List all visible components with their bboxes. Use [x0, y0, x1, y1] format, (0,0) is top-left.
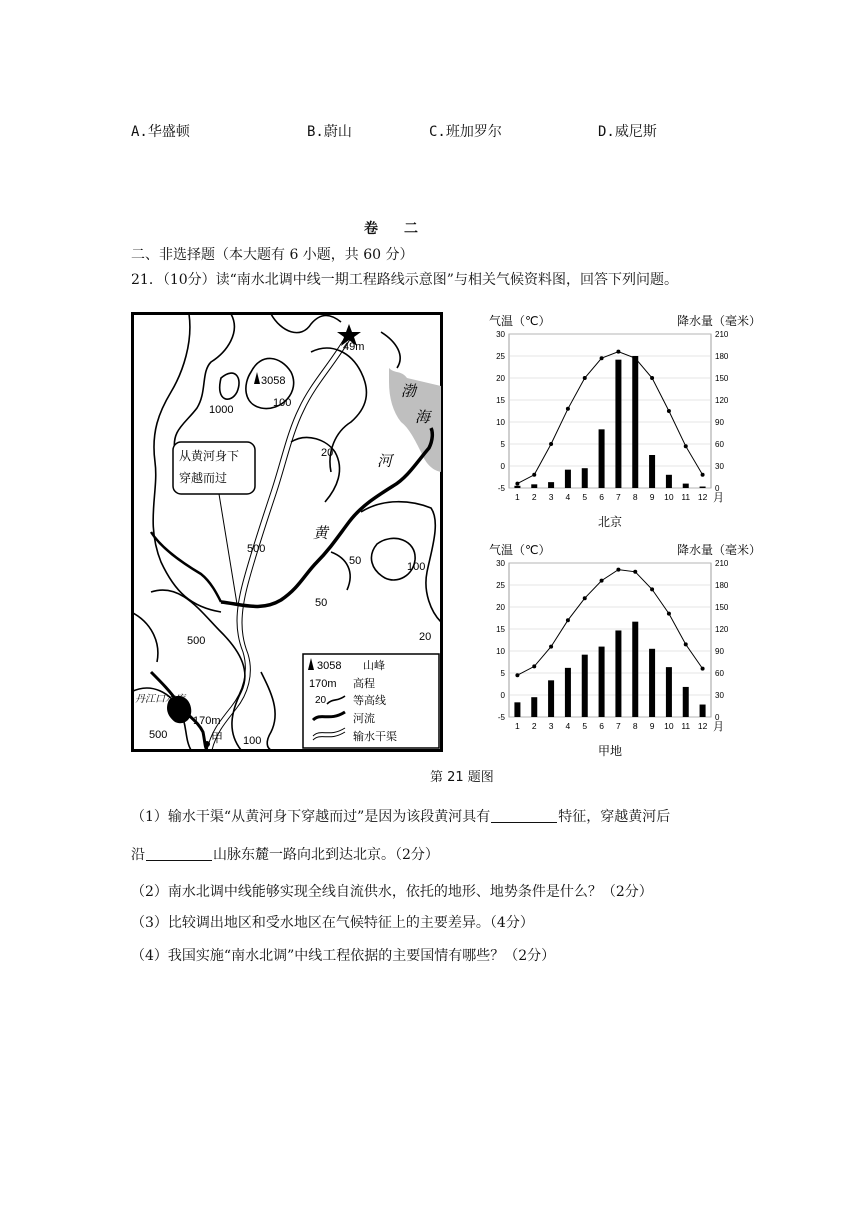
precip-tick-label: 150	[715, 374, 729, 383]
precip-tick-label: 60	[715, 669, 724, 678]
month-tick-label: 12	[697, 721, 708, 731]
label-500b: 500	[187, 635, 206, 647]
temp-tick-label: 15	[496, 396, 505, 405]
label-500c: 500	[149, 729, 168, 741]
label-1000: 1000	[209, 404, 234, 416]
month-tick-label: 9	[649, 492, 655, 502]
label-50a: 50	[349, 555, 362, 567]
temp-tick-label: 30	[496, 330, 505, 339]
month-tick-label: 5	[582, 721, 588, 731]
legend-peak-symbol: 3058	[317, 660, 342, 672]
jia-climate-chart	[485, 541, 765, 763]
temp-point	[532, 664, 536, 668]
q1-text-b: 特征，穿越黄河后	[558, 809, 671, 825]
label-elev-north: 49m	[343, 341, 365, 353]
label-sea-bo: 渤	[401, 383, 417, 400]
month-tick-label: 10	[664, 721, 674, 731]
temp-point	[633, 356, 637, 360]
precip-tick-label: 150	[715, 603, 729, 612]
temp-point	[549, 645, 553, 649]
precip-bar	[582, 655, 588, 717]
precip-bar	[666, 667, 672, 717]
precip-bar	[649, 455, 655, 488]
precip-bar	[683, 687, 689, 717]
choice-b: B.蔚山	[307, 124, 352, 140]
temp-point	[684, 444, 688, 448]
precip-bar	[599, 647, 605, 717]
chart-caption: 甲地	[597, 744, 623, 758]
sub-question-1-line-2	[131, 846, 439, 864]
precip-bar	[700, 705, 706, 717]
temp-point	[667, 612, 671, 616]
month-tick-label: 8	[632, 492, 638, 502]
temp-tick-label: 30	[496, 559, 505, 568]
precip-bar	[599, 429, 605, 488]
month-tick-label: 8	[632, 721, 638, 731]
chart-caption: 北京	[597, 515, 623, 529]
precip-bar	[565, 470, 571, 488]
choice-a: A.华盛顿	[131, 124, 190, 140]
temp-tick-label: 20	[496, 603, 505, 612]
month-tick-label: 2	[531, 492, 537, 502]
precip-tick-label: 0	[715, 484, 720, 493]
month-suffix: 月	[713, 721, 724, 733]
question-21-stem: 21．（10分）读“南水北调中线一期工程路线示意图”与相关气候资料图，回答下列问题。	[131, 272, 678, 288]
choice-c: C.班加罗尔	[429, 124, 502, 140]
q1-text-d: 山脉东麓一路向北到达北京。（2分）	[213, 847, 439, 863]
month-suffix: 月	[713, 492, 724, 504]
temp-tick-label: 10	[496, 418, 505, 427]
label-100a: 100	[273, 397, 292, 409]
legend-contour-symbol: 20	[315, 695, 327, 706]
temp-point	[566, 407, 570, 411]
month-tick-label: 4	[565, 721, 571, 731]
precip-bar	[531, 484, 537, 488]
sub-question-4: （4）我国实施“南水北调”中线工程依据的主要国情有哪些？（2分）	[131, 948, 556, 964]
temp-point	[650, 587, 654, 591]
month-tick-label: 1	[515, 721, 520, 731]
label-reservoir: 丹江口水库	[135, 694, 185, 705]
right-axis-label: 降水量（毫米）	[676, 314, 761, 328]
precip-bar	[548, 482, 554, 488]
precip-bar	[700, 487, 706, 488]
precip-bar	[548, 680, 554, 717]
month-tick-label: 10	[664, 492, 674, 502]
section-description: 二、非选择题（本大题有 6 小题，共 60 分）	[131, 247, 414, 263]
legend-elev-symbol: 170m	[309, 678, 337, 690]
temp-line	[517, 352, 702, 484]
precip-bar	[514, 702, 520, 717]
label-500a: 500	[247, 543, 266, 555]
month-tick-label: 4	[565, 492, 571, 502]
precip-bar	[649, 649, 655, 717]
precip-tick-label: 90	[715, 418, 724, 427]
temp-tick-label: -5	[497, 484, 505, 493]
right-axis-label: 降水量（毫米）	[676, 543, 761, 557]
legend-canal-text: 输水干渠	[353, 731, 397, 743]
precip-tick-label: 90	[715, 647, 724, 656]
temp-point	[532, 473, 536, 477]
label-elev-south: 170m	[193, 715, 221, 727]
temp-point	[600, 579, 604, 583]
precip-tick-label: 210	[715, 330, 729, 339]
section-title: 卷 二	[364, 221, 424, 237]
temp-point	[583, 596, 587, 600]
left-axis-label: 气温（℃）	[489, 543, 551, 557]
temp-tick-label: 5	[500, 669, 505, 678]
temp-tick-label: 0	[500, 691, 505, 700]
jia-point	[204, 741, 210, 747]
precip-bar	[666, 475, 672, 488]
legend-contour-text: 等高线	[353, 695, 386, 707]
temp-point	[566, 618, 570, 622]
precip-tick-label: 30	[715, 691, 724, 700]
month-tick-label: 3	[548, 721, 554, 731]
temp-line	[517, 570, 702, 676]
precip-bar	[632, 356, 638, 488]
temp-tick-label: 20	[496, 374, 505, 383]
precip-bar	[582, 468, 588, 488]
temp-point	[701, 667, 705, 671]
legend-elev-text: 高程	[353, 678, 375, 690]
label-100c: 100	[243, 735, 262, 747]
legend-peak-text: 山峰	[363, 660, 385, 672]
legend-river-text: 河流	[353, 713, 375, 725]
q1-blank-2[interactable]	[146, 846, 212, 861]
label-20b: 20	[419, 631, 432, 643]
temp-tick-label: 5	[500, 440, 505, 449]
callout-line-2: 穿越而过	[179, 471, 228, 485]
q1-text-c: 沿	[131, 847, 145, 863]
precip-bar	[565, 668, 571, 717]
temp-point	[616, 568, 620, 572]
month-tick-label: 5	[582, 492, 588, 502]
precip-bar	[615, 360, 621, 488]
temp-tick-label: -5	[497, 713, 505, 722]
temp-point	[684, 642, 688, 646]
month-tick-label: 12	[697, 492, 708, 502]
month-tick-label: 2	[531, 721, 537, 731]
beijing-climate-chart	[485, 312, 765, 534]
temp-tick-label: 0	[500, 462, 505, 471]
precip-tick-label: 0	[715, 713, 720, 722]
month-tick-label: 11	[681, 492, 691, 502]
temp-point	[515, 673, 519, 677]
choice-d: D.威尼斯	[598, 124, 657, 140]
sub-question-3: （3）比较调出地区和受水地区在气候特征上的主要差异。（4分）	[131, 915, 534, 931]
q1-text-a: （1）输水干渠“从黄河身下穿越而过”是因为该段黄河具有	[131, 809, 491, 825]
month-tick-label: 7	[616, 492, 621, 502]
temp-tick-label: 10	[496, 647, 505, 656]
month-tick-label: 3	[548, 492, 554, 502]
precip-tick-label: 30	[715, 462, 724, 471]
temp-point	[633, 570, 637, 574]
precip-bar	[632, 622, 638, 717]
label-sea-hai: 海	[415, 409, 431, 426]
month-tick-label: 1	[515, 492, 520, 502]
map-legend	[303, 654, 439, 748]
temp-tick-label: 25	[496, 581, 505, 590]
plot-frame	[509, 563, 711, 717]
sub-question-1-line-1	[131, 808, 670, 826]
callout-line-1: 从黄河身下	[179, 449, 240, 463]
label-20a: 20	[321, 447, 334, 459]
month-tick-label: 11	[681, 721, 691, 731]
month-tick-label: 9	[649, 721, 655, 731]
label-jia: 甲	[211, 731, 224, 745]
sub-question-2: （2）南水北调中线能够实现全线自流供水，依托的地形、地势条件是什么？（2分）	[131, 884, 653, 900]
precip-bar	[531, 697, 537, 717]
temp-tick-label: 25	[496, 352, 505, 361]
precip-bar	[683, 484, 689, 488]
precip-tick-label: 210	[715, 559, 729, 568]
label-100b: 100	[407, 561, 426, 573]
month-tick-label: 6	[599, 492, 604, 502]
temp-point	[616, 350, 620, 354]
route-map	[131, 312, 443, 752]
month-tick-label: 7	[616, 721, 621, 731]
precip-bar	[615, 630, 621, 717]
temp-tick-label: 15	[496, 625, 505, 634]
temp-point	[583, 376, 587, 380]
label-peak-3058: 3058	[261, 375, 286, 387]
precip-bar	[514, 486, 520, 488]
label-river-huang: 黄	[313, 525, 329, 542]
precip-tick-label: 60	[715, 440, 724, 449]
figure-caption: 第 21 题图	[430, 770, 494, 785]
temp-point	[701, 473, 705, 477]
q1-blank-1[interactable]	[491, 808, 557, 823]
label-50b: 50	[315, 597, 328, 609]
temp-point	[650, 376, 654, 380]
temp-point	[667, 409, 671, 413]
month-tick-label: 6	[599, 721, 604, 731]
left-axis-label: 气温（℃）	[489, 314, 551, 328]
temp-point	[600, 356, 604, 360]
precip-tick-label: 120	[715, 625, 729, 634]
precip-tick-label: 180	[715, 352, 729, 361]
temp-point	[549, 442, 553, 446]
temp-point	[515, 482, 519, 486]
precip-tick-label: 180	[715, 581, 729, 590]
precip-tick-label: 120	[715, 396, 729, 405]
label-river-he: 河	[377, 453, 393, 470]
